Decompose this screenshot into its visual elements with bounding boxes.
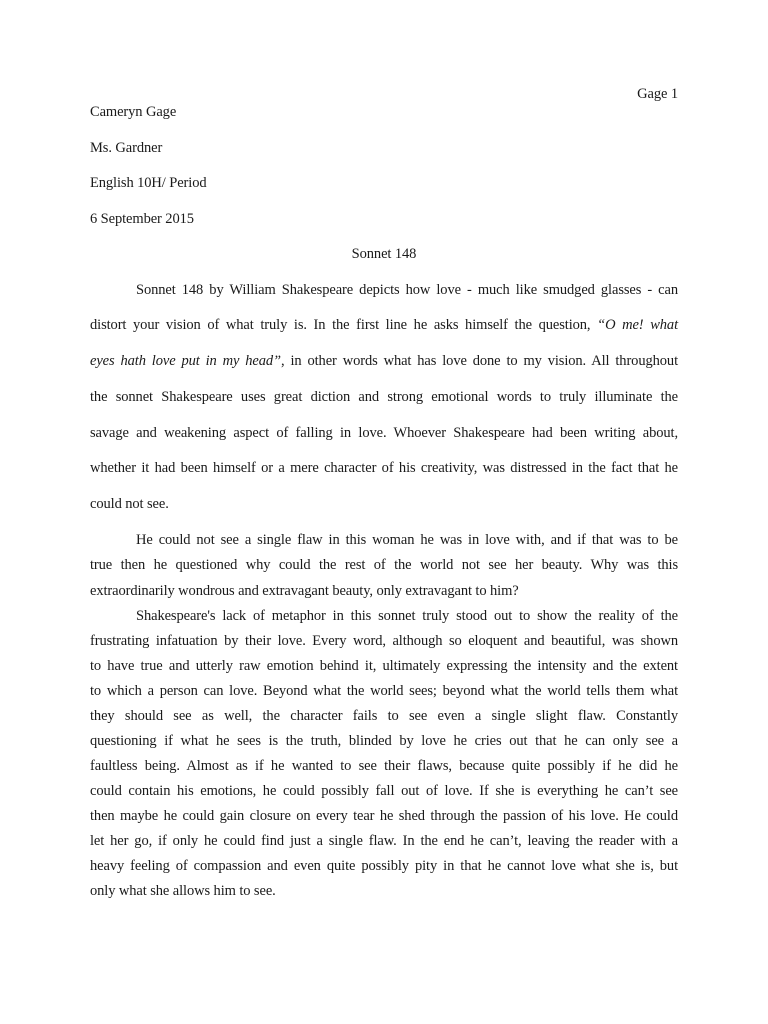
date: 6 September 2015 bbox=[90, 211, 194, 227]
p3-line-2: frustrating infatuation by their love. Every word, although so eloquent and beautiful, was shown bbox=[90, 633, 678, 649]
p2-line-2: true then he questioned why could the rest of the world not see her beauty. Why was this bbox=[90, 557, 678, 573]
p1-quote-end: eyes hath love put in my head” bbox=[90, 353, 282, 369]
p1-line-7: could not see. bbox=[90, 496, 169, 512]
p3-line-10: let her go, if only he could find just a single flaw. In the end he can’t, leaving the reader with a bbox=[90, 833, 678, 849]
author-name: Cameryn Gage bbox=[90, 104, 177, 120]
p2-line-1: He could not see a single flaw in this woman he was in love with, and if that was to be bbox=[136, 532, 678, 548]
p1-line-4: the sonnet Shakespeare uses great diction and strong emotional words to truly illuminate the bbox=[90, 389, 678, 405]
p1-line-3 bbox=[90, 352, 678, 370]
p3-line-12: only what she allows him to see. bbox=[90, 883, 276, 899]
p1-line-6: whether it had been himself or a mere character of his creativity, was distressed in the fact that he bbox=[90, 460, 678, 476]
p3-line-11: heavy feeling of compassion and even quite possibly pity in that he cannot love what she is, but bbox=[90, 858, 678, 874]
p3-line-6: questioning if what he sees is the truth, blinded by love he cries out that he can only see a bbox=[90, 733, 678, 749]
p1-line-2 bbox=[90, 316, 678, 334]
p3-line-5: they should see as well, the character fails to see even a single slight flaw. Constantly bbox=[90, 708, 678, 724]
page-header-number: Gage 1 bbox=[637, 86, 678, 102]
p3-line-8: could contain his emotions, he could possibly fall out of love. If she is everything he can’t see bbox=[90, 783, 678, 799]
p1-line-3-text: , in other words what has love done to my vision. All throughout bbox=[281, 353, 678, 369]
p1-line-1: Sonnet 148 by William Shakespeare depicts how love - much like smudged glasses - can bbox=[136, 282, 678, 298]
p3-line-9: then maybe he could gain closure on every tear he shed through the passion of his love. He could bbox=[90, 808, 678, 824]
p3-line-3: to have true and utterly raw emotion behind it, ultimately expressing the intensity and the extent bbox=[90, 658, 678, 674]
class-period: English 10H/ Period bbox=[90, 175, 207, 191]
p2-line-3: extraordinarily wondrous and extravagant beauty, only extravagant to him? bbox=[90, 583, 519, 599]
p3-line-4: to which a person can love. Beyond what the world sees; beyond what the world tells them what bbox=[90, 683, 678, 699]
p1-quote-start: “O me! what bbox=[597, 317, 679, 333]
p1-line-2-text: distort your vision of what truly is. In the first line he asks himself the question, bbox=[90, 317, 598, 333]
p3-line-1: Shakespeare's lack of metaphor in this sonnet truly stood out to show the reality of the bbox=[136, 608, 678, 624]
essay-title: Sonnet 148 bbox=[351, 246, 417, 262]
teacher-name: Ms. Gardner bbox=[90, 140, 163, 156]
p3-line-7: faultless being. Almost as if he wanted to see their flaws, because quite possibly if he did he bbox=[90, 758, 678, 774]
p1-line-5: savage and weakening aspect of falling in love. Whoever Shakespeare had been writing about, bbox=[90, 425, 678, 441]
